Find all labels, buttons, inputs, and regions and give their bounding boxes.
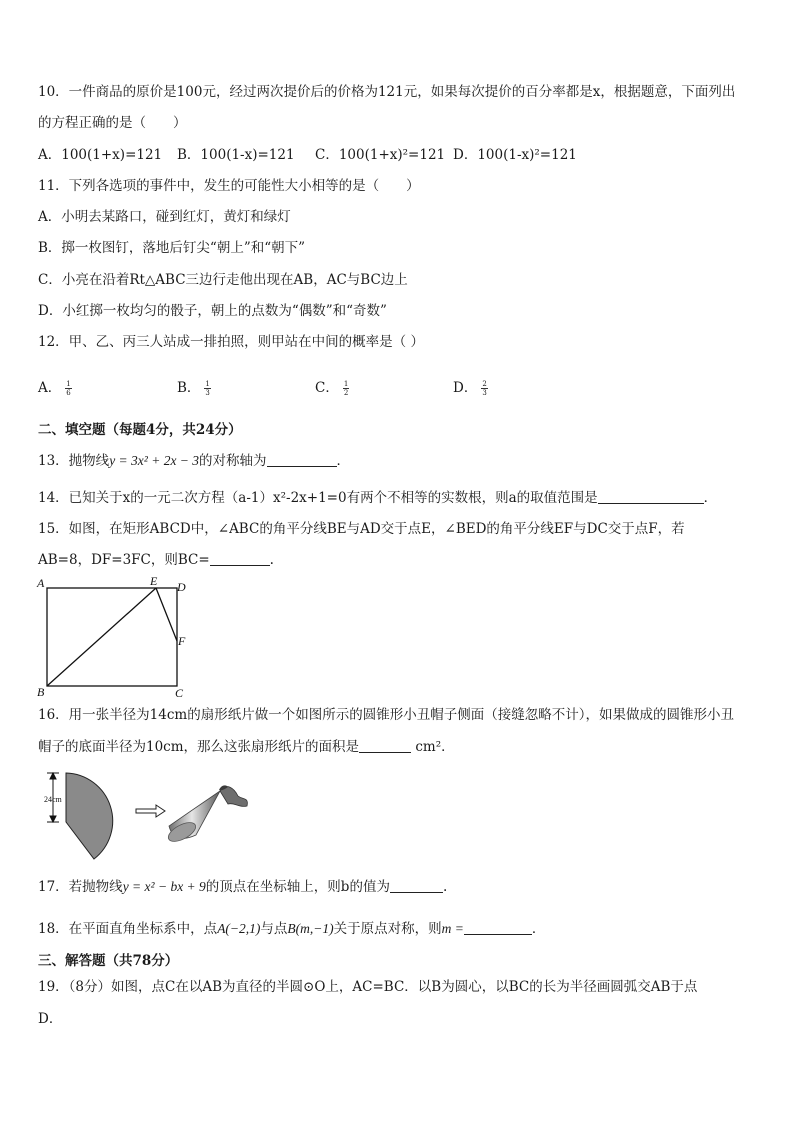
q12-option-b-fraction: $\frac{1}{3}$: [205, 380, 210, 397]
label-f: F: [178, 634, 186, 648]
q12-option-a: [38, 379, 72, 397]
section-solution-title: 三、解答题（共78分）: [38, 953, 179, 969]
q11-option-c: C．小亮在沿着Rt△ABC三边行走他出现在AB，AC与BC边上: [38, 272, 408, 288]
q18: 18．在平面直角坐标系中，点A(−2,1)与点B(m,−1)关于原点对称，则m = ．: [38, 921, 546, 937]
q17-answer-blank: [390, 878, 443, 893]
q12-option-a-fraction: $\frac{1}{6}$: [66, 380, 71, 397]
q16-answer-blank: [359, 738, 411, 753]
label-c: C: [175, 686, 184, 700]
sector-radius-label: 24cm: [44, 795, 62, 804]
q18-point-a: A(−2,1): [217, 921, 261, 936]
q12-option-a-label: A．: [38, 380, 62, 396]
q19-line2: D．: [38, 1011, 63, 1027]
label-e: E: [150, 574, 158, 588]
q13-formula: y = 3x² + 2x − 3: [109, 453, 200, 468]
q11-option-d: D．小红掷一枚均匀的骰子，朝上的点数为“偶数”和“奇数”: [38, 303, 387, 319]
q12-option-b-label: B．: [177, 380, 201, 396]
q12-option-c: [315, 379, 349, 397]
q11-option-a: A．小明去某路口，碰到红灯，黄灯和绿灯: [38, 209, 291, 225]
q13-answer-blank: [267, 452, 337, 467]
q11-stem: 11．下列各选项的事件中，发生的可能性大小相等的是（ ）: [38, 178, 420, 194]
q15-figure: [32, 574, 197, 702]
q10-option-d: D．100(1-x)²=121: [453, 147, 577, 163]
q18-point-b: B(m,−1): [287, 921, 334, 936]
label-a: A: [37, 576, 45, 590]
q16-figure: [38, 766, 253, 862]
q10-line2: 的方程正确的是（ ）: [38, 115, 187, 131]
q12-option-d: [453, 379, 488, 397]
q12-stem: 12．甲、乙、丙三人站成一排拍照，则甲站在中间的概率是（ ）: [38, 334, 424, 350]
segment-be: [47, 588, 156, 686]
q19-line1: 19．（8分）如图，点C在以AB为直径的半圆⊙O上，AC=BC．以B为圆心，以BC的长为半径画圆弧交AB于点: [38, 979, 698, 995]
arrow-icon: [136, 805, 165, 817]
rectangle-abcd: [47, 588, 177, 686]
q14-answer-blank: [598, 489, 704, 504]
q14: 14．已知关于x的一元二次方程（a-1）x²-2x+1=0有两个不相等的实数根，则a的取值范围是 ．: [38, 490, 718, 506]
q10-option-a: A．100(1+x)=121: [38, 147, 163, 163]
q11-option-b: B．掷一枚图钉，落地后钉尖“朝上”和“朝下”: [38, 240, 306, 256]
sector-shape: [66, 773, 113, 859]
q15-line2: AB=8，DF=3FC，则BC= .: [38, 552, 274, 568]
q13: 13．抛物线y = 3x² + 2x − 3的对称轴为 ．: [38, 453, 351, 469]
q12-option-d-label: D．: [453, 380, 478, 396]
q10-line1: 10．一件商品的原价是100元，经过两次提价后的价格为121元，如果每次提价的百分率都是x，根据题意，下面列出: [38, 84, 736, 100]
q15-line1: 15．如图，在矩形ABCD中，∠ABC的角平分线BE与AD交于点E，∠BED的角平分线EF与DC交于点F，若: [38, 521, 685, 537]
q17-formula: y = x² − bx + 9: [122, 879, 206, 894]
q16-line1: 16．用一张半径为14cm的扇形纸片做一个如图所示的圆锥形小丑帽子侧面（接缝忽略不计），如果做成的圆锥形小丑: [38, 707, 734, 723]
cone-hat-icon: [165, 785, 247, 845]
label-d: D: [177, 580, 186, 594]
q10-option-c: C．100(1+x)²=121: [315, 147, 446, 163]
segment-ef: [156, 588, 177, 641]
q16-line2: 帽子的底面半径为10cm，那么这张扇形纸片的面积是 cm²．: [38, 739, 455, 755]
q17: 17．若抛物线y = x² − bx + 9的顶点在坐标轴上，则b的值为 .: [38, 879, 448, 895]
q18-answer-blank: [464, 920, 532, 935]
label-b: B: [37, 685, 45, 699]
q12-option-d-fraction: $\frac{2}{3}$: [482, 380, 487, 397]
q10-option-b: B．100(1-x)=121: [177, 147, 295, 163]
q12-option-c-fraction: $\frac{1}{2}$: [343, 380, 349, 397]
q12-option-c-label: C．: [315, 380, 339, 396]
section-fill-in-title: 二、填空题（每题4分，共24分）: [38, 422, 242, 438]
q15-answer-blank: [210, 551, 270, 566]
q12-option-b: [177, 379, 211, 397]
